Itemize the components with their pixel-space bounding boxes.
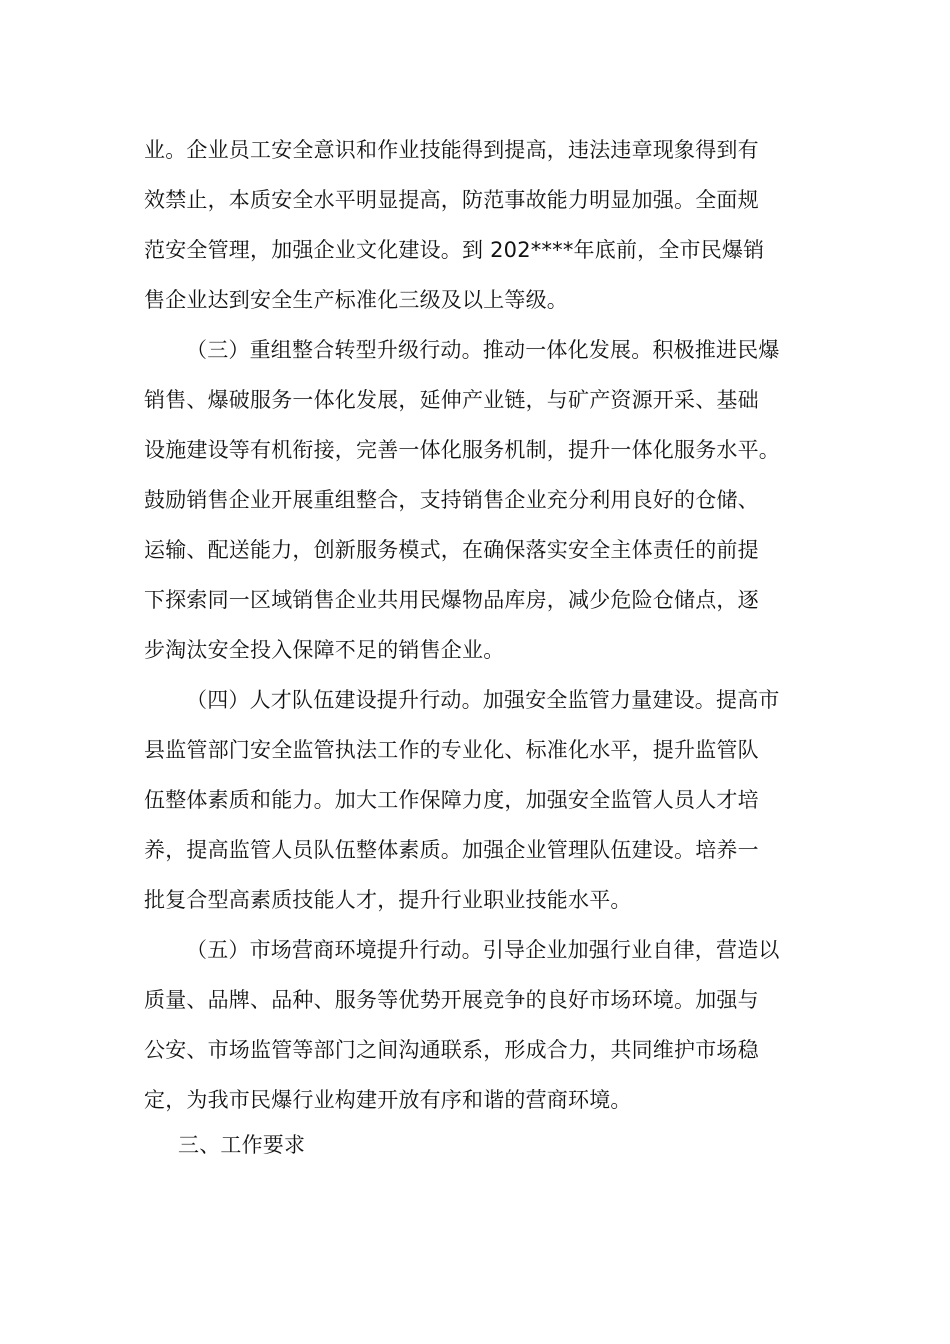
text-line: 公安、市场监管等部门之间沟通联系，形成合力，共同维护市场稳 [144,1038,759,1062]
section-5-first-line: （五）市场营商环境提升行动。引导企业加强行业自律，营造以 [186,938,780,962]
text-line: 伍整体素质和能力。加大工作保障力度，加强安全监管人员人才培 [144,788,759,812]
text-line: 鼓励销售企业开展重组整合，支持销售企业充分利用良好的仓储、 [144,488,759,512]
text-line: 步淘汰安全投入保障不足的销售企业。 [144,638,505,662]
section-heading: 三、工作要求 [178,1133,306,1157]
text-line: 运输、配送能力，创新服务模式，在确保落实安全主体责任的前提 [144,538,759,562]
section-4-first-line: （四）人才队伍建设提升行动。加强安全监管力量建设。提高市 [186,688,780,712]
text-line: 设施建设等有机衔接，完善一体化服务机制，提升一体化服务水平。 [144,438,780,462]
text-line: 养，提高监管人员队伍整体素质。加强企业管理队伍建设。培养一 [144,838,759,862]
text-line: 下探索同一区域销售企业共用民爆物品库房，减少危险仓储点，逐 [144,588,759,612]
text-line: 质量、品牌、品种、服务等优势开展竞争的良好市场环境。加强与 [144,988,759,1012]
text-line: 售企业达到安全生产标准化三级及以上等级。 [144,288,568,312]
text-line: 批复合型高素质技能人才，提升行业职业技能水平。 [144,888,632,912]
text-line: 县监管部门安全监管执法工作的专业化、标准化水平，提升监管队 [144,738,759,762]
section-3-first-line: （三）重组整合转型升级行动。推动一体化发展。积极推进民爆 [186,338,780,362]
text-line: 业。企业员工安全意识和作业技能得到提高，违法违章现象得到有 [144,138,759,162]
text-line: 定，为我市民爆行业构建开放有序和谐的营商环境。 [144,1088,632,1112]
text-line: 销售、爆破服务一体化发展，延伸产业链，与矿产资源开采、基础 [144,388,759,412]
text-line: 效禁止，本质安全水平明显提高，防范事故能力明显加强。全面规 [144,188,759,212]
text-line: 范安全管理，加强企业文化建设。到 202****年底前，全市民爆销 [144,238,765,262]
